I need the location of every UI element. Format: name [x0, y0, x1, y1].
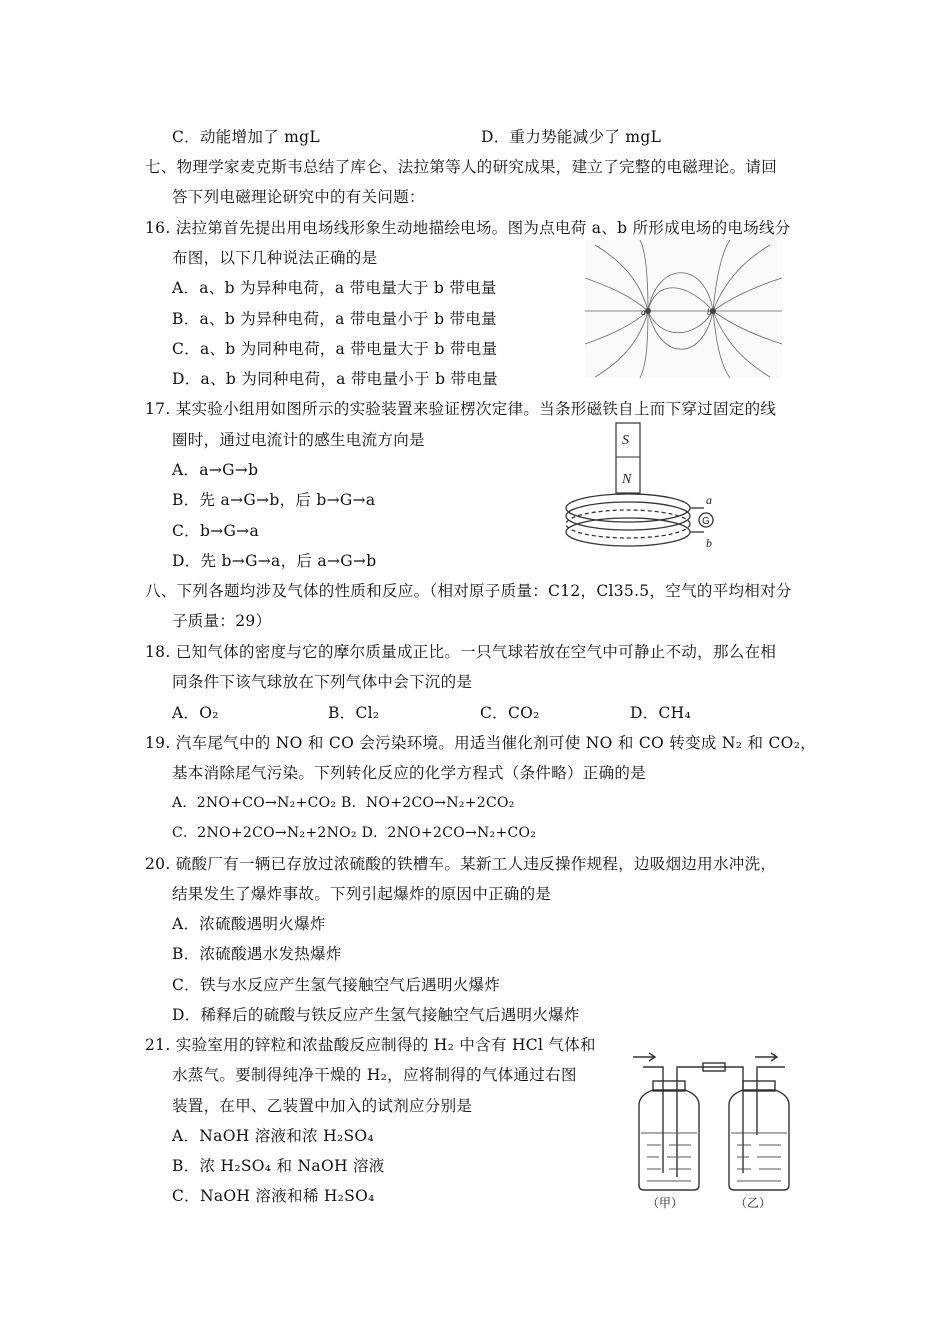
bottle-jia-label: （甲）	[647, 1196, 684, 1210]
charge-a-label: a	[641, 307, 646, 317]
section-7-line-2: 答下列电磁理论研究中的有关问题：	[172, 188, 425, 206]
q17-option-c: C．b→G→a	[172, 522, 259, 540]
q15-option-c: C．动能增加了 mgL	[172, 128, 320, 146]
q20-stem-line-1: 20. 硫酸厂有一辆已存放过浓硫酸的铁槽车。某新工人违反操作规程，边吸烟边用水冲洗，	[145, 855, 777, 873]
q17-option-d: D．先 b→G→a，后 a→G→b	[172, 552, 377, 570]
magnet-coil-figure	[558, 420, 728, 560]
gas-washing-bottles-figure	[625, 1045, 805, 1210]
q20-option-b: B．浓硫酸遇水发热爆炸	[172, 945, 342, 963]
q21-option-b: B．浓 H₂SO₄ 和 NaOH 溶液	[172, 1157, 385, 1175]
magnet-north-label: N	[622, 472, 632, 487]
q20-option-d: D．稀释后的硫酸与铁反应产生氢气接触空气后遇明火爆炸	[172, 1006, 580, 1024]
q17-stem-line-2: 圈时，通过电流计的感生电流方向是	[172, 431, 425, 449]
q17-option-a: A．a→G→b	[172, 461, 259, 479]
q15-option-d: D．重力势能减少了 mgL	[481, 128, 662, 146]
q16-stem-line-1: 16. 法拉第首先提出用电场线形象生动地描绘电场。图为点电荷 a、b 所形成电场的电场线分	[145, 219, 791, 237]
field-lines-figure	[585, 240, 782, 378]
q17-option-b: B．先 a→G→b，后 b→G→a	[172, 491, 376, 509]
q18-stem-line-2: 同条件下该气球放在下列气体中会下沉的是	[172, 673, 473, 691]
magnet-south-label: S	[622, 433, 629, 448]
q19-stem-line-1: 19. 汽车尾气中的 NO 和 CO 会污染环境。用适当催化剂可使 NO 和 CO 转变成 N₂ 和 CO₂，	[145, 734, 817, 752]
terminal-a-label: a	[706, 493, 712, 507]
q21-option-c: C．NaOH 溶液和稀 H₂SO₄	[172, 1187, 375, 1205]
q21-option-a: A．NaOH 溶液和浓 H₂SO₄	[172, 1127, 374, 1145]
q21-stem-line-2: 水蒸气。要制得纯净干燥的 H₂，应将制得的气体通过右图	[172, 1066, 577, 1084]
q16-option-b: B．a、b 为异种电荷，a 带电量小于 b 带电量	[172, 310, 497, 328]
q18-option-a: A．O₂	[172, 704, 219, 722]
q17-stem-line-1: 17. 某实验小组用如图所示的实验装置来验证楞次定律。当条形磁铁自上而下穿过固定的线	[145, 400, 777, 418]
section-8-line-2: 子质量：29）	[172, 612, 272, 630]
q20-option-a: A．浓硫酸遇明火爆炸	[172, 915, 326, 933]
q16-stem-line-2: 布图，以下几种说法正确的是	[172, 249, 378, 267]
q18-option-b: B．Cl₂	[328, 704, 380, 722]
q18-stem-line-1: 18. 已知气体的密度与它的摩尔质量成正比。一只气球若放在空气中可静止不动，那么在相	[145, 643, 777, 661]
q18-option-d: D．CH₄	[630, 704, 692, 722]
q19-options-cd: C．2NO+2CO→N₂+2NO₂ D．2NO+2CO→N₂+CO₂	[172, 825, 537, 841]
q18-option-c: C．CO₂	[480, 704, 540, 722]
bottle-yi-label: （乙）	[735, 1196, 772, 1210]
section-7-line-1: 七、物理学家麦克斯韦总结了库仑、法拉第等人的研究成果，建立了完整的电磁理论。请回	[145, 158, 778, 176]
q16-option-d: D．a、b 为同种电荷，a 带电量小于 b 带电量	[172, 370, 498, 388]
galvanometer-label: G	[702, 516, 710, 527]
terminal-b-label: b	[706, 536, 712, 550]
q21-stem-line-3: 装置，在甲、乙装置中加入的试剂应分别是	[172, 1097, 473, 1115]
charge-b-label: b	[707, 307, 712, 317]
q21-stem-line-1: 21. 实验室用的锌粒和浓盐酸反应制得的 H₂ 中含有 HCl 气体和	[145, 1036, 596, 1054]
q16-option-a: A．a、b 为异种电荷，a 带电量大于 b 带电量	[172, 279, 497, 297]
section-8-line-1: 八、下列各题均涉及气体的性质和反应。（相对原子质量：C12，Cl35.5，空气的平均相对分	[145, 582, 792, 600]
q19-stem-line-2: 基本消除尾气污染。下列转化反应的化学方程式（条件略）正确的是	[172, 764, 647, 782]
q20-stem-line-2: 结果发生了爆炸事故。下列引起爆炸的原因中正确的是	[172, 885, 552, 903]
q20-option-c: C．铁与水反应产生氢气接触空气后遇明火爆炸	[172, 976, 501, 994]
q19-options-ab: A．2NO+CO→N₂+CO₂ B．NO+2CO→N₂+2CO₂	[172, 795, 515, 811]
q16-option-c: C．a、b 为同种电荷，a 带电量大于 b 带电量	[172, 340, 498, 358]
